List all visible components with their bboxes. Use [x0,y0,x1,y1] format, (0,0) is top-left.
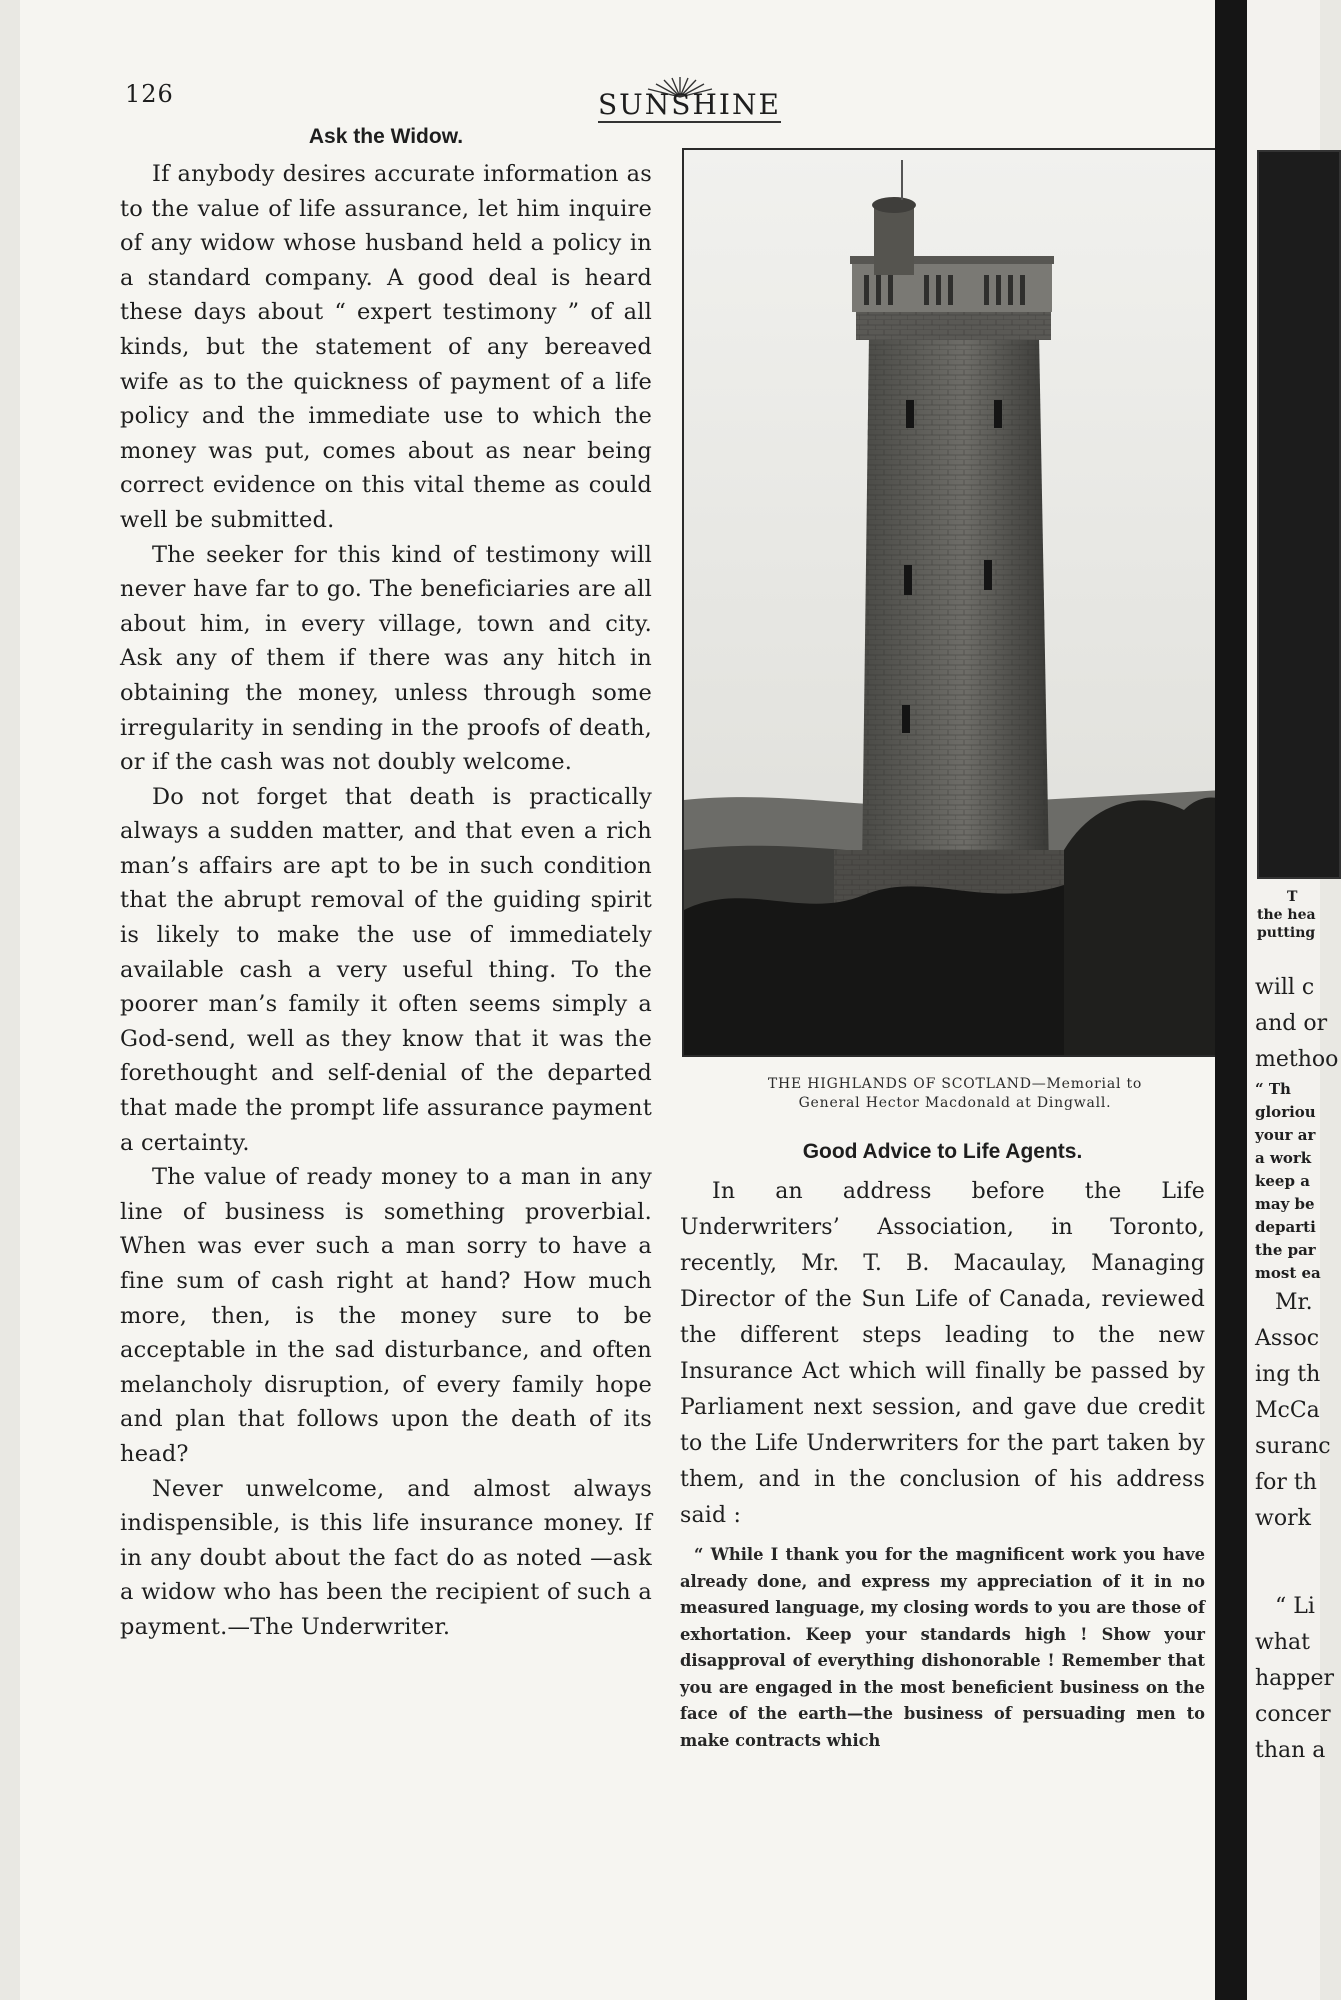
next-page-photo [1257,150,1341,879]
fragment-line: most ea [1255,1264,1321,1282]
fragment-line: keep a [1255,1172,1310,1190]
binding-gutter [1215,0,1247,2000]
fragment-line: Mr. [1275,1290,1313,1315]
fragment-line: McCa [1255,1398,1320,1423]
fragment-line: for th [1255,1470,1317,1495]
fragment-line: “ Th [1255,1080,1291,1098]
caption-line: General Hector Macdonald at Dingwall. [798,1095,1112,1111]
fragment-line: than a [1255,1738,1326,1763]
fragment-line: and or [1255,1011,1328,1036]
fragment-line: ing th [1255,1362,1321,1387]
article-paragraph: Never unwelcome, and almost always indispensible, is this life insurance money. If in any doubt about the fact do as noted —ask a widow who has been the recipient of such a payment.—The Underwriter. [120,1475,652,1640]
fragment-line: happer [1255,1666,1334,1691]
masthead-title: SUNSHINE [598,88,781,121]
article-paragraph: The seeker for this kind of testimony will never have far to go. The beneficiaries are all about him, in every village, town and city. Ask any of them if there was any hitch in obtaining the money, unless through some irregularity in sending in the proofs of death, or if the cash was not doubly welcome. [120,541,652,776]
article-paragraph: In an address before the Life Underwriters’ Association, in Toronto, recently, Mr. T. B. Macaulay, Managing Director of the Sun Life of Canada, reviewed the different steps leading to the new Insurance Act which will finally be passed by Parliament next session, and gave due credit to the Life Underwriters for the part taken by them, and in the conclusion of his address said : [680,1179,1205,1528]
caption-line: THE HIGHLANDS OF SCOTLAND—Memorial to [767,1076,1143,1092]
article-paragraph: Do not forget that death is practically always a sudden matter, and that even a rich man’s affairs are apt to be in such condition that the abrupt removal of the guiding spirit is likely to make the use of immediately available cash a very useful thing. To the poorer man’s family it often seems simply a God-send, well as they know that it was the forethought and self-denial of the departed that made the prompt life assurance payment a certainty. [120,783,652,1156]
fragment-line: methoo [1255,1047,1339,1072]
fragment-line: the hea [1257,907,1316,923]
next-page-caption [1257,888,1316,942]
fragment-line: may be [1255,1195,1315,1213]
article-quote: “ While I thank you for the magnificent work you have already done, and express my appreciation of it in no measured language, my closing words to you are those of exhortation. Keep your standards high ! Show your disapproval of everything dishonorable ! Remember that you are engaged in the most beneficient business on the face of the earth—the business of persuading men to make contracts which [680,1545,1205,1750]
article-good-advice [680,1140,1205,1754]
article-heading: Good Advice to Life Agents. [802,1140,1083,1163]
next-page-text [1255,970,1338,1769]
fragment-line: your ar [1255,1126,1316,1144]
fragment-line: the par [1255,1241,1316,1259]
fragment-line: will c [1255,975,1315,1000]
article-paragraph: The value of ready money to a man in any line of business is something proverbial. When was ever such a man sorry to have a fine sum of cash right at hand? How much more, then, is the money sure to be acceptable in the sad disturbance, and often melancholy disruption, of every family hope and plan that follows upon the death of its head? [120,1164,652,1467]
fragment-line: “ Li [1275,1594,1315,1619]
masthead [590,75,781,125]
fragment-line: T [1287,889,1298,905]
article-heading: Ask the Widow. [308,125,464,148]
fragment-line: departi [1255,1218,1316,1236]
tower-photograph [682,148,1226,1057]
article-paragraph: If anybody desires accurate information as to the value of life assurance, let him inquire of any widow whose husband held a policy in a standard company. A good deal is heard these days about “ expert testimony ” of all kinds, but the statement of any bereaved wife as to the quickness of payment of a life policy and the immediate use to which the money was put, comes about as near being correct evidence on this vital theme as could well be submitted. [120,161,652,533]
article-ask-the-widow [120,125,652,1645]
page-number: 126 [125,80,174,108]
photo-caption [685,1075,1225,1113]
fragment-line: suranc [1255,1434,1331,1459]
fragment-line: a work [1255,1149,1312,1167]
fragment-line: gloriou [1255,1103,1316,1121]
fragment-line: concer [1255,1702,1331,1727]
fragment-line: work [1255,1506,1311,1531]
next-page-edge [1247,0,1339,2000]
magazine-page [20,0,1235,2000]
fragment-line: Assoc [1255,1326,1320,1351]
fragment-line: putting [1257,925,1316,941]
fragment-line: what [1255,1630,1310,1655]
